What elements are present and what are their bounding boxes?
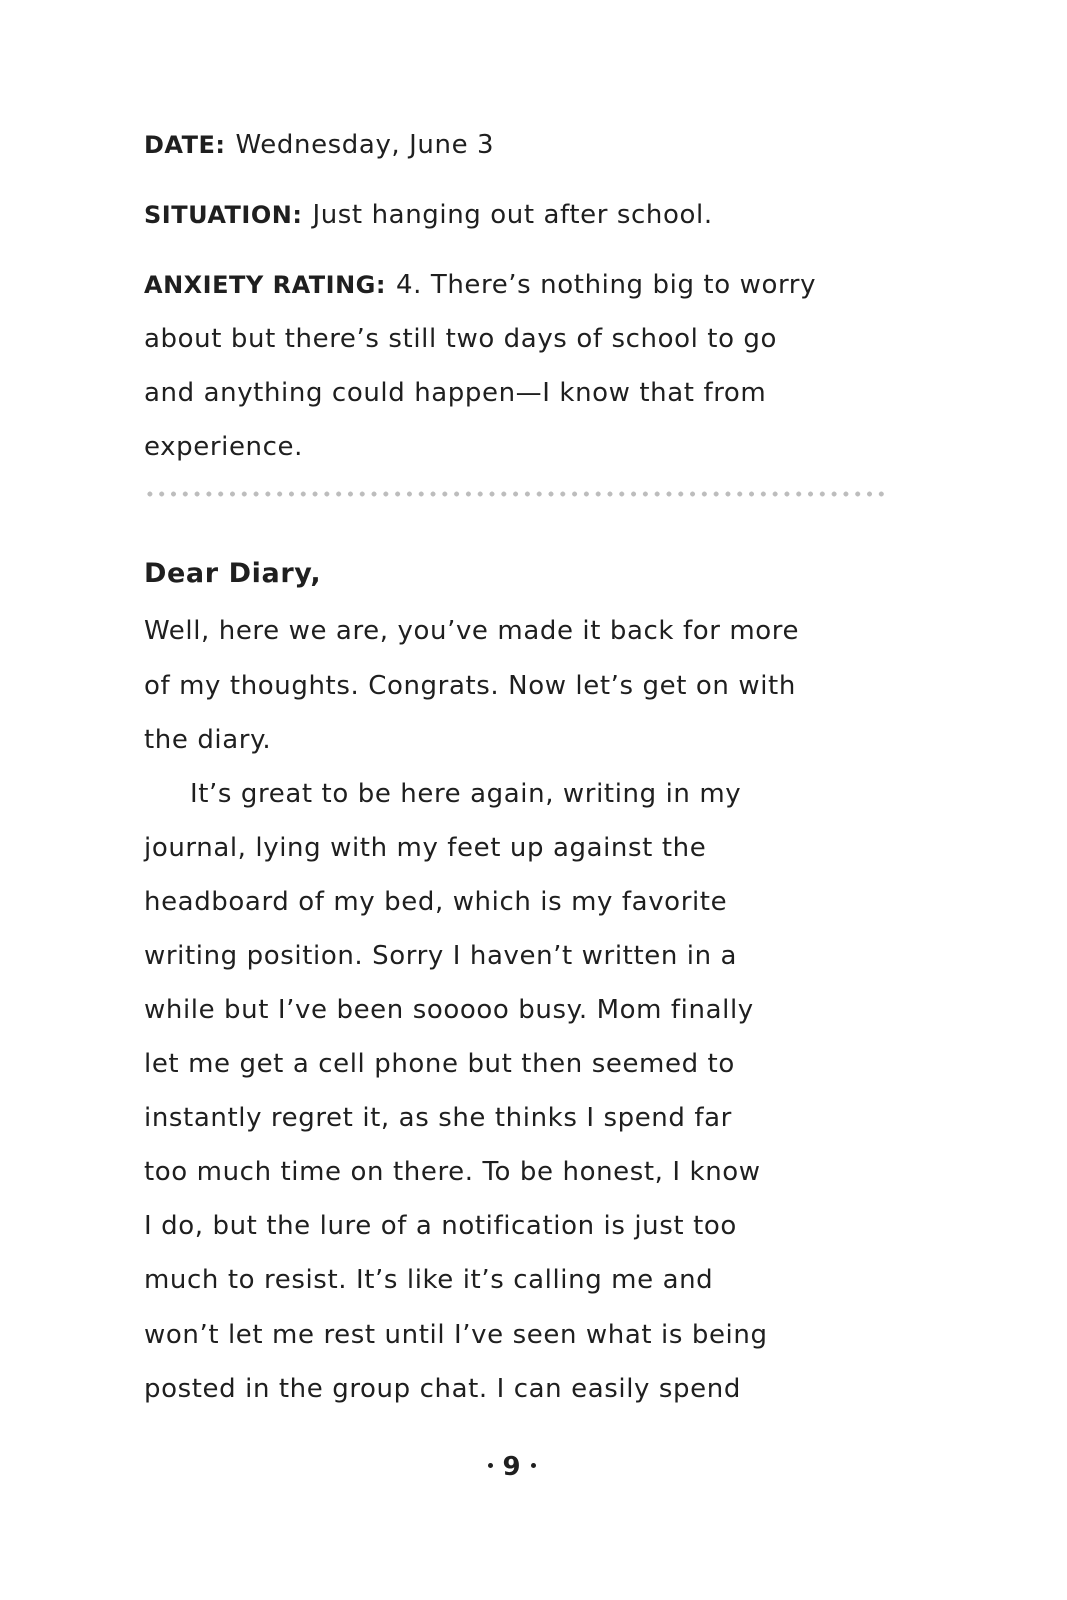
diary-line-12: I do, but the lure of a notification is just too: [144, 1211, 737, 1241]
bullet-left-icon: [488, 1463, 493, 1468]
page-number-value: 9: [502, 1452, 522, 1482]
diary-line-13: much to resist. It’s like it’s calling me and: [144, 1265, 714, 1295]
anxiety-line-1: 4. There’s nothing big to worry: [395, 270, 817, 300]
situation-label: SITUATION:: [144, 201, 303, 229]
diary-line-5: journal, lying with my feet up against the: [144, 833, 707, 863]
diary-line-10: instantly regret it, as she thinks I spend far: [144, 1103, 732, 1133]
anxiety-label: ANXIETY RATING:: [144, 271, 386, 299]
diary-line-1: Well, here we are, you’ve made it back for more: [144, 616, 800, 646]
dotted-divider: [144, 491, 888, 497]
diary-line-11: too much time on there. To be honest, I know: [144, 1157, 761, 1187]
diary-line-14: won’t let me rest until I’ve seen what is being: [144, 1320, 768, 1350]
anxiety-line-3: and anything could happen—I know that from: [144, 378, 767, 408]
diary-line-4: It’s great to be here again, writing in my: [190, 779, 742, 809]
diary-line-8: while but I’ve been sooooo busy. Mom finally: [144, 995, 754, 1025]
date-label: DATE:: [144, 131, 226, 159]
diary-line-15: posted in the group chat. I can easily spend: [144, 1374, 741, 1404]
diary-line-3: the diary.: [144, 725, 272, 755]
anxiety-line-4: experience.: [144, 432, 303, 462]
bullet-right-icon: [531, 1463, 536, 1468]
date-row: [144, 118, 904, 172]
situation-row: [144, 188, 904, 242]
situation-value: Just hanging out after school.: [312, 200, 713, 230]
diary-line-6: headboard of my bed, which is my favorite: [144, 887, 728, 917]
diary-salutation: Dear Diary,: [144, 558, 322, 589]
diary-line-9: let me get a cell phone but then seemed to: [144, 1049, 735, 1079]
date-value: Wednesday, June 3: [235, 130, 495, 160]
anxiety-row: [144, 268, 816, 302]
diary-line-7: writing position. Sorry I haven’t written in a: [144, 941, 738, 971]
diary-line-2: of my thoughts. Congrats. Now let’s get on with: [144, 671, 796, 701]
anxiety-line-2: about but there’s still two days of school to go: [144, 324, 778, 354]
page-number: [0, 1452, 1024, 1482]
